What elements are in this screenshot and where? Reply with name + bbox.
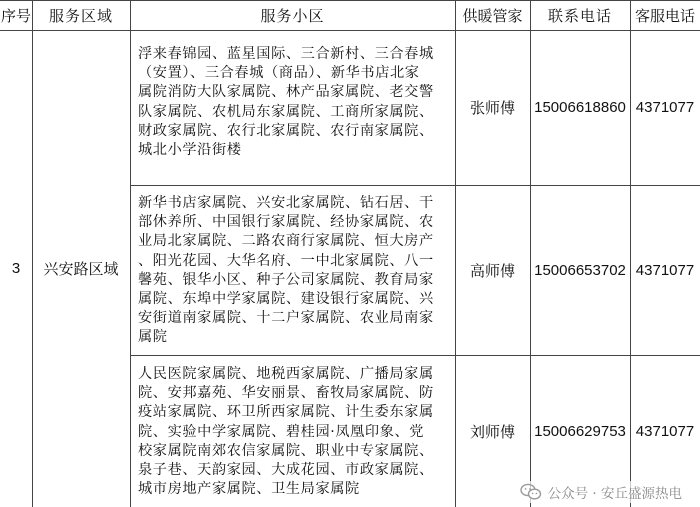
area-line: 馨苑、银华小区、种子公司家属院、教育局家 bbox=[138, 271, 434, 288]
contact-phone[interactable]: 15006618860 bbox=[534, 99, 626, 116]
row-number: 3 bbox=[11, 260, 21, 277]
header-phone: 联系电话 bbox=[547, 6, 612, 25]
area-line: 业局北家属院、二路农商行家属院、恒大房产 bbox=[138, 233, 434, 250]
manager-name: 刘师傅 bbox=[469, 422, 515, 441]
header-area: 服务小区 bbox=[260, 6, 325, 25]
contact-phone[interactable]: 15006629753 bbox=[534, 422, 626, 440]
area-line: 校家属院南郊农信家属院、职业中专家属院、 bbox=[138, 442, 434, 459]
contact-phone[interactable]: 15006653702 bbox=[534, 261, 626, 279]
area-line: 属院消防大队家属院、林产品家属院、老交警 bbox=[138, 84, 434, 101]
service-area-list bbox=[130, 194, 455, 348]
service-area-list bbox=[130, 365, 455, 499]
area-line: 城北小学沿街楼 bbox=[138, 141, 242, 158]
service-area-list bbox=[130, 45, 455, 160]
area-line: 泉子巷、天韵家园、大成花园、市政家属院、 bbox=[138, 461, 434, 478]
service-phone[interactable]: 4371077 bbox=[635, 422, 695, 440]
area-line: 院、安邦嘉苑、华安丽景、畜牧局家属院、防 bbox=[138, 385, 434, 402]
wechat-icon bbox=[520, 483, 542, 501]
header-no: 序号 bbox=[0, 6, 31, 25]
area-line: 财政家属院、农行北家属院、农行南家属院、 bbox=[138, 122, 434, 139]
header-service: 客服电话 bbox=[634, 6, 695, 25]
area-line: 院、实验中学家属院、碧桂园·凤凰印象、党 bbox=[138, 423, 425, 440]
area-line: （安置）、三合春城（商品）、新华书店北家 bbox=[138, 65, 420, 82]
area-line: 部休养所、中国银行家属院、经协家属院、农 bbox=[138, 214, 434, 231]
manager-name: 张师傅 bbox=[469, 99, 515, 117]
header-manager: 供暖管家 bbox=[462, 6, 523, 25]
area-line: 新华书店家属院、兴安北家属院、钻石居、干 bbox=[138, 195, 434, 211]
area-line: 队家属院、农机局东家属院、工商所家属院、 bbox=[138, 103, 434, 120]
area-line: 城市房地产家属院、卫生局家属院 bbox=[138, 481, 360, 498]
service-phone[interactable]: 4371077 bbox=[635, 99, 695, 116]
area-line: 安街道南家属院、十二户家属院、农业局南家 bbox=[138, 310, 434, 327]
region-name: 兴安路区域 bbox=[43, 260, 119, 278]
area-line: 浮来春锦园、蓝星国际、三合新村、三合春城 bbox=[138, 46, 434, 62]
area-line: 属院、东埠中学家属院、建设银行家属院、兴 bbox=[138, 290, 434, 307]
area-line: 人民医院家属院、地税西家属院、广播局家属 bbox=[138, 366, 434, 382]
watermark bbox=[516, 481, 686, 503]
area-line: 疫站家属院、环卫所西家属院、计生委东家属 bbox=[138, 404, 434, 421]
header-region: 服务区域 bbox=[48, 6, 113, 25]
area-line: 属院 bbox=[138, 329, 168, 346]
service-phone[interactable]: 4371077 bbox=[635, 261, 695, 279]
manager-name: 高师傅 bbox=[469, 261, 515, 280]
area-line: 、阳光花园、大华名府、一中北家属院、八一 bbox=[138, 252, 434, 269]
watermark-text: 公众号 · 安丘盛源热电 bbox=[547, 486, 682, 502]
